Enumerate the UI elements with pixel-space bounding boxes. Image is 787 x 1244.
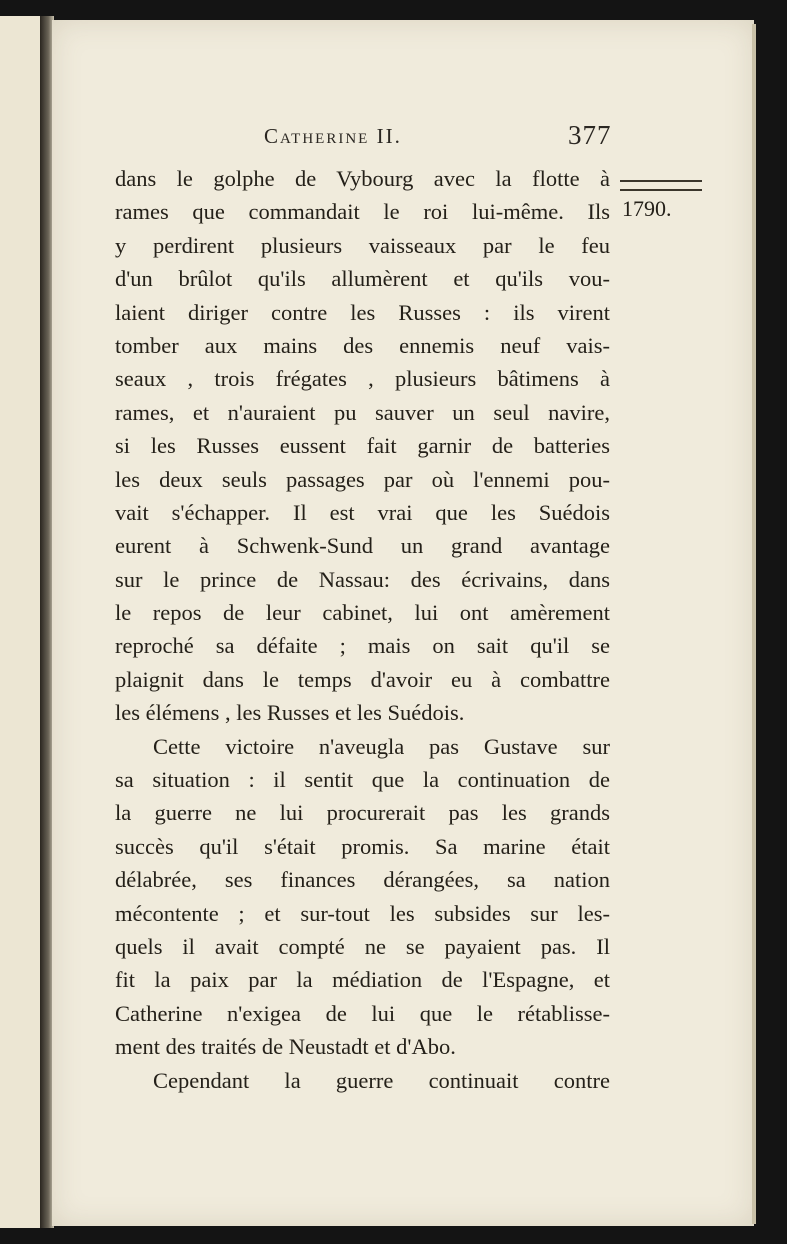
text-line: seaux , trois frégates , plusieurs bâtimens à — [115, 366, 610, 392]
text-line: vait s'échapper. Il est vrai que les Suédois — [115, 499, 610, 525]
book-page — [52, 20, 754, 1226]
text-line: sur le prince de Nassau: des écrivains, dans — [115, 566, 610, 592]
margin-rule — [620, 180, 702, 191]
text-line: eurent à Schwenk-Sund un grand avantage — [115, 533, 610, 559]
text-line: les deux seuls passages par où l'ennemi pou- — [115, 466, 610, 492]
text-line: rames que commandait le roi lui-même. Ils — [115, 199, 610, 225]
text-line: dans le golphe de Vybourg avec la flotte à — [115, 166, 610, 191]
text-line: quels il avait compté ne se payaient pas. Il — [115, 933, 610, 959]
margin-note-year: 1790. — [622, 196, 672, 221]
text-line: la guerre ne lui procurerait pas les grands — [115, 800, 610, 826]
text-line: le repos de leur cabinet, lui ont amèrement — [115, 600, 610, 626]
paragraph-start-line: Cependant la guerre continuait contre — [153, 1067, 610, 1093]
text-line: rames, et n'auraient pu sauver un seul navire, — [115, 399, 610, 425]
text-line: y perdirent plusieurs vaisseaux par le feu — [115, 232, 610, 258]
text-line: plaignit dans le temps d'avoir eu à combattre — [115, 666, 610, 692]
text-line: délabrée, ses finances dérangées, sa nation — [115, 867, 610, 893]
text-line: succès qu'il s'était promis. Sa marine était — [115, 833, 610, 859]
text-line: sa situation : il sentit que la continuation de — [115, 767, 610, 793]
text-line: si les Russes eussent fait garnir de batteries — [115, 433, 610, 459]
text-line: reproché sa défaite ; mais on sait qu'il se — [115, 633, 610, 659]
text-line: Catherine n'exigea de lui que le rétablisse- — [115, 1000, 610, 1026]
text-line: d'un brûlot qu'ils allumèrent et qu'ils vou- — [115, 266, 610, 292]
paragraph-end-line: ment des traités de Neustadt et d'Abo. — [115, 1034, 456, 1060]
text-line: laient diriger contre les Russes : ils virent — [115, 299, 610, 325]
page-number: 377 — [568, 120, 612, 150]
facing-page-edge — [0, 16, 42, 1228]
paragraph-end-line: les élémens , les Russes et les Suédois. — [115, 700, 465, 726]
text-line: mécontente ; et sur-tout les subsides sur les- — [115, 900, 610, 926]
page-fore-edge — [752, 24, 756, 1224]
body-text — [115, 162, 610, 1097]
page-header — [52, 118, 754, 158]
text-line: fit la paix par la médiation de l'Espagne, et — [115, 967, 610, 993]
paragraph-start-line: Cette victoire n'aveugla pas Gustave sur — [153, 733, 610, 759]
running-head: Catherine II. — [264, 124, 402, 148]
text-line: tomber aux mains des ennemis neuf vais- — [115, 332, 610, 358]
